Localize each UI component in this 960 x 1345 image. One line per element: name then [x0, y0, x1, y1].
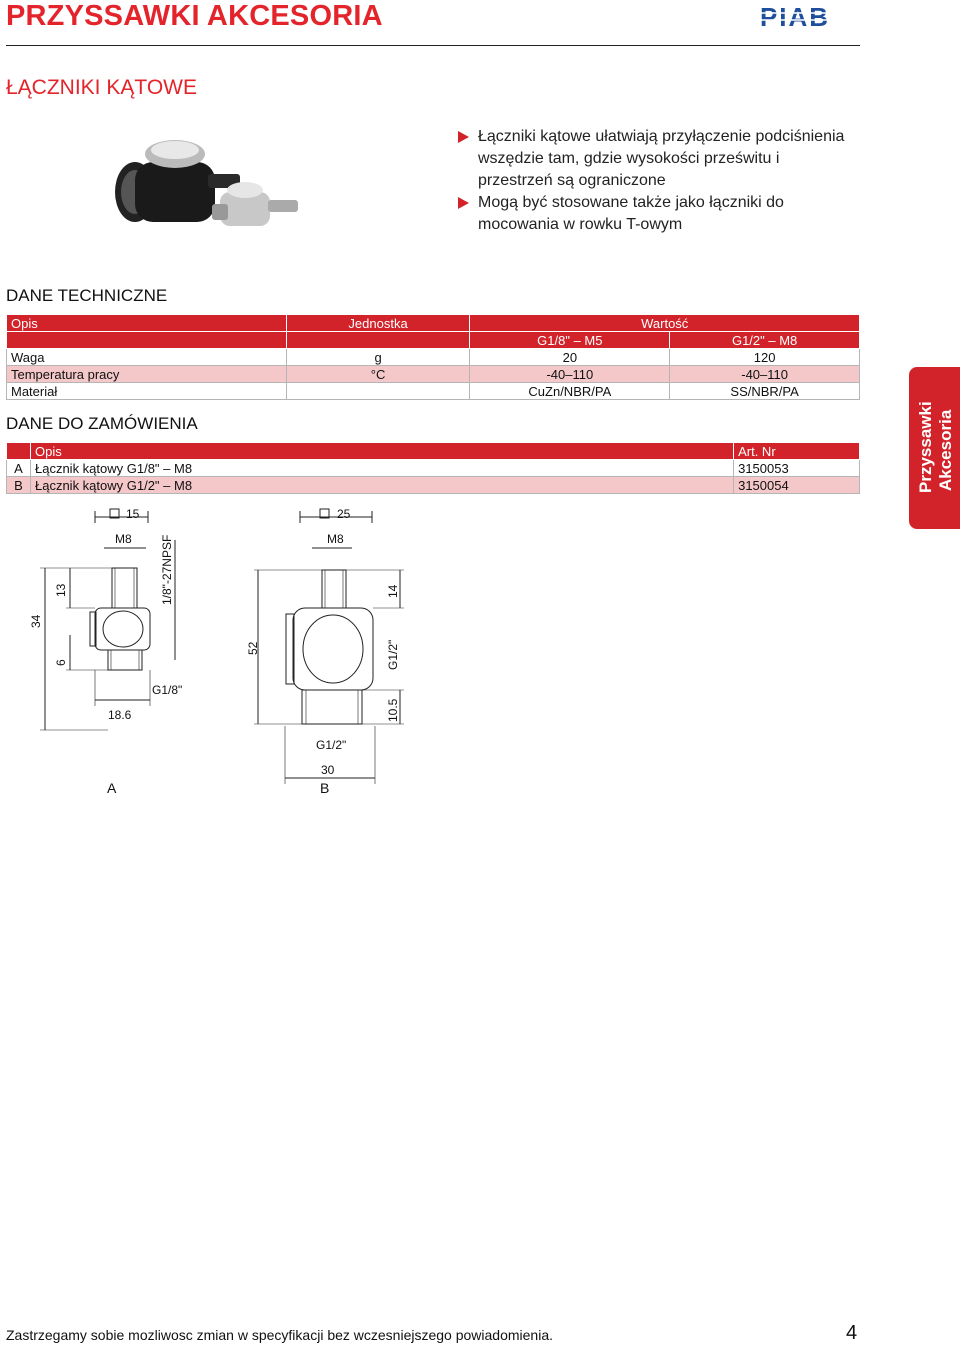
- technical-drawings: [0, 500, 420, 810]
- thread-a-bottom: G1/8": [152, 683, 183, 697]
- tech-data-title: DANE TECHNICZNE: [6, 286, 168, 305]
- piab-logo: [730, 6, 860, 28]
- order-table: [6, 442, 860, 494]
- col-header-art: Art. Nr: [734, 443, 860, 460]
- table-header-row: [7, 315, 860, 332]
- feature-list: [458, 126, 858, 236]
- header-divider: [6, 45, 860, 46]
- dim-b-width: 30: [321, 763, 335, 777]
- dim-b-square: 25: [337, 507, 351, 521]
- col-header-desc: Opis: [30, 443, 733, 460]
- drawing-a-label: A: [107, 780, 117, 796]
- bullet-arrow-icon: [458, 131, 469, 143]
- page-number: 4: [846, 1322, 858, 1344]
- thread-b-side: G1/2": [386, 639, 400, 670]
- side-tab-line1: Przyssawki: [916, 401, 935, 493]
- tech-data-table: [6, 314, 860, 400]
- thread-b-top: M8: [327, 532, 344, 546]
- product-photo: [100, 122, 310, 262]
- table-row: A Łącznik kątowy G1/8" – M8 3150053: [7, 460, 860, 477]
- dim-a-34: 34: [29, 614, 43, 628]
- thread-b-bottom: G1/2": [316, 738, 347, 752]
- table-row: Waga g 20 120: [7, 349, 860, 366]
- feature-item: Łączniki kątowe ułatwiają przyłączenie podciśnienia wszędzie tam, gdzie wysokości prześwitu i przestrzeń są ograniczone: [458, 126, 858, 192]
- section-title: ŁĄCZNIKI KĄTOWE: [6, 76, 197, 99]
- bullet-arrow-icon: [458, 197, 469, 209]
- drawing-b-label: B: [320, 780, 330, 796]
- table-row: B Łącznik kątowy G1/2" – M8 3150054: [7, 477, 860, 494]
- dim-b-52: 52: [246, 641, 260, 655]
- footer-note: Zastrzegamy sobie mozliwosc zmian w specyfikacji bez wczesniejszego powiadomienia.: [6, 1327, 553, 1343]
- thread-a-side: 1/8"-27NPSF: [160, 534, 174, 605]
- side-tab: [909, 367, 960, 529]
- table-row: Temperatura pracy °C -40–110 -40–110: [7, 366, 860, 383]
- dim-b-14: 14: [386, 584, 400, 598]
- thread-a-top: M8: [115, 532, 132, 546]
- feature-item: Mogą być stosowane także jako łączniki do mocowania w rowku T-owym: [458, 192, 858, 236]
- order-data-title: DANE DO ZAMÓWIENIA: [6, 414, 198, 433]
- logo-text: PIAB: [759, 6, 831, 28]
- col-header-desc: Opis: [7, 315, 287, 332]
- page-header-title: PRZYSSAWKI AKCESORIA: [6, 0, 383, 32]
- table-header-row: [7, 443, 860, 460]
- col-header-unit: Jednostka: [286, 315, 470, 332]
- dim-a-width: 18.6: [108, 708, 132, 722]
- side-tab-line2: Akcesoria: [936, 409, 955, 491]
- col-header-value: Wartość: [470, 315, 860, 332]
- variant-b-header: G1/2" – M8: [670, 332, 860, 349]
- variant-a-header: G1/8" – M5: [470, 332, 670, 349]
- dim-a-13: 13: [54, 583, 68, 597]
- dim-a-square: 15: [126, 507, 140, 521]
- dim-a-6: 6: [54, 659, 68, 666]
- table-subheader-row: [7, 332, 860, 349]
- dim-b-10-5: 10.5: [386, 698, 400, 722]
- table-row: Materiał CuZn/NBR/PA SS/NBR/PA: [7, 383, 860, 400]
